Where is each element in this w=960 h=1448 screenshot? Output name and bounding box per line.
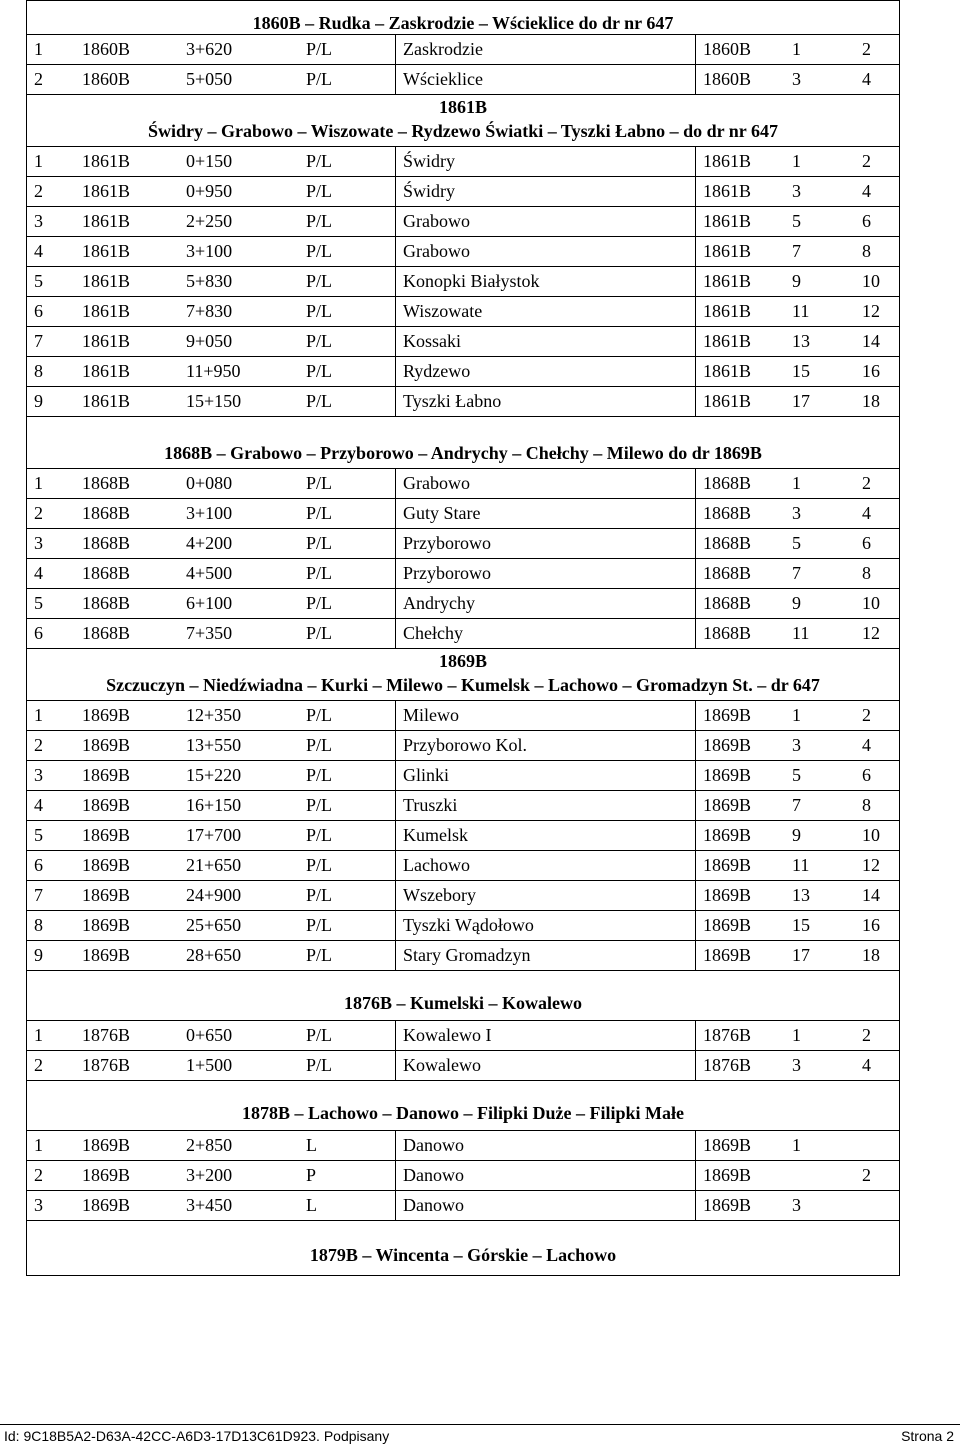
row-number-cell: 2 <box>34 181 43 201</box>
table-row <box>27 296 899 326</box>
location-cell: Danowo <box>395 1161 695 1190</box>
road-code-cell: 1869B <box>695 941 785 970</box>
table-row <box>27 880 899 910</box>
road-code-cell: 1869B <box>695 851 785 880</box>
row-number-cell: 4 <box>34 241 43 261</box>
road-code-cell: 1868B <box>695 619 785 648</box>
sign-a-cell: 11 <box>792 623 810 643</box>
kilometer-cell: 11+950 <box>186 361 241 381</box>
section-title <box>27 1220 899 1276</box>
road-code-cell: 1869B <box>695 701 785 730</box>
side-cell: P/L <box>306 945 333 965</box>
sign-b-cell: 6 <box>862 765 871 785</box>
kilometer-cell: 0+150 <box>186 151 233 171</box>
sign-b-cell: 8 <box>862 563 871 583</box>
side-cell: P/L <box>306 623 333 643</box>
kilometer-cell: 15+220 <box>186 765 242 785</box>
location-cell: Grabowo <box>395 207 695 236</box>
sign-a-cell: 3 <box>792 1195 801 1215</box>
table-row <box>27 528 899 558</box>
kilometer-cell: 4+200 <box>186 533 233 553</box>
row-number-cell: 4 <box>34 795 43 815</box>
road-code-cell: 1868B <box>695 499 785 528</box>
sign-b-cell: 18 <box>862 945 880 965</box>
road-number-cell: 1861B <box>82 331 131 351</box>
row-number-cell: 5 <box>34 271 43 291</box>
table-row <box>27 1160 899 1190</box>
row-number-cell: 7 <box>34 331 43 351</box>
road-code-cell: 1869B <box>695 821 785 850</box>
table-row <box>27 618 899 648</box>
sign-a-cell: 7 <box>792 563 801 583</box>
sign-a-cell: 3 <box>792 503 801 523</box>
sign-b-cell: 2 <box>862 39 871 59</box>
sign-b-cell: 6 <box>862 211 871 231</box>
table-row <box>27 468 899 498</box>
table-row <box>27 940 899 970</box>
sign-b-cell: 10 <box>862 271 880 291</box>
road-code-cell: 1861B <box>695 207 785 236</box>
row-number-cell: 3 <box>34 533 43 553</box>
row-number-cell: 2 <box>34 69 43 89</box>
sign-b-cell: 2 <box>862 473 871 493</box>
side-cell: P/L <box>306 181 333 201</box>
row-number-cell: 3 <box>34 211 43 231</box>
row-number-cell: 1 <box>34 151 43 171</box>
road-number-cell: 1861B <box>82 271 131 291</box>
road-code-cell: 1861B <box>695 177 785 206</box>
road-code-cell: 1861B <box>695 267 785 296</box>
side-cell: P/L <box>306 765 333 785</box>
sign-a-cell: 1 <box>792 39 801 59</box>
section-title-line: 1879B – Wincenta – Górskie – Lachowo <box>309 1245 617 1265</box>
section-title-line: 1869B <box>438 651 487 671</box>
kilometer-cell: 3+100 <box>186 503 233 523</box>
sign-b-cell: 2 <box>862 705 871 725</box>
page-number: Strona 2 <box>901 1428 954 1444</box>
road-number-cell: 1868B <box>82 593 131 613</box>
road-code-cell: 1861B <box>695 327 785 356</box>
kilometer-cell: 0+080 <box>186 473 233 493</box>
kilometer-cell: 15+150 <box>186 391 242 411</box>
road-number-cell: 1869B <box>82 795 131 815</box>
road-number-cell: 1868B <box>82 563 131 583</box>
sign-b-cell: 16 <box>862 915 880 935</box>
location-cell: Guty Stare <box>395 499 695 528</box>
table-row <box>27 1050 899 1080</box>
sign-b-cell: 12 <box>862 855 880 875</box>
location-cell: Przyborowo <box>395 529 695 558</box>
sign-b-cell: 2 <box>862 1165 871 1185</box>
location-cell: Konopki Białystok <box>395 267 695 296</box>
location-cell: Truszki <box>395 791 695 820</box>
kilometer-cell: 3+620 <box>186 39 233 59</box>
road-number-cell: 1869B <box>82 705 131 725</box>
row-number-cell: 1 <box>34 1135 43 1155</box>
location-cell: Kowalewo <box>395 1051 695 1080</box>
location-cell: Przyborowo Kol. <box>395 731 695 760</box>
road-number-cell: 1869B <box>82 1165 131 1185</box>
table-row <box>27 558 899 588</box>
kilometer-cell: 13+550 <box>186 735 242 755</box>
table-row <box>27 326 899 356</box>
road-number-cell: 1868B <box>82 503 131 523</box>
table-row <box>27 820 899 850</box>
kilometer-cell: 17+700 <box>186 825 242 845</box>
sign-b-cell: 12 <box>862 623 880 643</box>
road-number-cell: 1868B <box>82 473 131 493</box>
sign-a-cell: 1 <box>792 705 801 725</box>
location-cell: Wścieklice <box>395 65 695 94</box>
road-number-cell: 1868B <box>82 533 131 553</box>
road-number-cell: 1869B <box>82 735 131 755</box>
sign-a-cell: 7 <box>792 241 801 261</box>
road-number-cell: 1861B <box>82 361 131 381</box>
kilometer-cell: 0+950 <box>186 181 233 201</box>
sign-a-cell: 1 <box>792 1025 801 1045</box>
road-code-cell: 1868B <box>695 469 785 498</box>
side-cell: P/L <box>306 1025 333 1045</box>
road-code-cell: 1860B <box>695 35 785 64</box>
table-row <box>27 266 899 296</box>
table-row <box>27 1130 899 1160</box>
sign-a-cell: 11 <box>792 301 810 321</box>
location-cell: Danowo <box>395 1191 695 1220</box>
sign-b-cell: 10 <box>862 825 880 845</box>
table-row <box>27 146 899 176</box>
sign-a-cell: 5 <box>792 533 801 553</box>
road-code-cell: 1861B <box>695 237 785 266</box>
section-title-line: 1878B – Lachowo – Danowo – Filipki Duże – Filipki Małe <box>241 1103 685 1123</box>
location-cell: Tyszki Wądołowo <box>395 911 695 940</box>
section-title-line: 1861B <box>438 97 487 117</box>
row-number-cell: 3 <box>34 765 43 785</box>
location-cell: Glinki <box>395 761 695 790</box>
side-cell: P/L <box>306 473 333 493</box>
table-row <box>27 1020 899 1050</box>
road-code-cell: 1861B <box>695 147 785 176</box>
row-number-cell: 9 <box>34 391 43 411</box>
sign-a-cell: 1 <box>792 473 801 493</box>
table-row <box>27 34 899 64</box>
sign-b-cell: 4 <box>862 735 871 755</box>
sign-a-cell: 1 <box>792 151 801 171</box>
road-number-cell: 1861B <box>82 181 131 201</box>
kilometer-cell: 0+650 <box>186 1025 233 1045</box>
road-number-cell: 1861B <box>82 241 131 261</box>
location-cell: Andrychy <box>395 589 695 618</box>
section-title-line: 1876B – Kumelski – Kowalewo <box>343 993 582 1013</box>
row-number-cell: 9 <box>34 945 43 965</box>
kilometer-cell: 2+250 <box>186 211 233 231</box>
road-code-cell: 1869B <box>695 881 785 910</box>
sign-b-cell: 16 <box>862 361 880 381</box>
sign-b-cell: 4 <box>862 1055 871 1075</box>
sign-b-cell: 18 <box>862 391 880 411</box>
table-row <box>27 910 899 940</box>
kilometer-cell: 28+650 <box>186 945 242 965</box>
location-cell: Kowalewo I <box>395 1021 695 1050</box>
row-number-cell: 2 <box>34 735 43 755</box>
row-number-cell: 1 <box>34 39 43 59</box>
road-number-cell: 1868B <box>82 623 131 643</box>
section-title <box>27 970 899 1020</box>
row-number-cell: 2 <box>34 1165 43 1185</box>
location-cell: Kumelsk <box>395 821 695 850</box>
kilometer-cell: 5+830 <box>186 271 233 291</box>
road-number-cell: 1869B <box>82 825 131 845</box>
location-cell: Grabowo <box>395 237 695 266</box>
road-number-cell: 1869B <box>82 1195 131 1215</box>
road-code-cell: 1860B <box>695 65 785 94</box>
location-cell: Tyszki Łabno <box>395 387 695 416</box>
road-number-cell: 1869B <box>82 915 131 935</box>
table-row <box>27 760 899 790</box>
kilometer-cell: 7+350 <box>186 623 233 643</box>
sign-b-cell: 14 <box>862 885 880 905</box>
sign-a-cell: 11 <box>792 855 810 875</box>
row-number-cell: 6 <box>34 623 43 643</box>
row-number-cell: 1 <box>34 705 43 725</box>
kilometer-cell: 5+050 <box>186 69 233 89</box>
side-cell: P/L <box>306 855 333 875</box>
road-number-cell: 1876B <box>82 1025 131 1045</box>
location-cell: Stary Gromadzyn <box>395 941 695 970</box>
row-number-cell: 8 <box>34 915 43 935</box>
side-cell: P/L <box>306 503 333 523</box>
table-row <box>27 850 899 880</box>
row-number-cell: 2 <box>34 503 43 523</box>
road-code-cell: 1869B <box>695 1191 785 1220</box>
location-cell: Milewo <box>395 701 695 730</box>
road-number-cell: 1869B <box>82 855 131 875</box>
side-cell: P/L <box>306 241 333 261</box>
row-number-cell: 1 <box>34 473 43 493</box>
section-title <box>27 648 899 700</box>
road-code-cell: 1868B <box>695 529 785 558</box>
side-cell: P/L <box>306 271 333 291</box>
road-code-cell: 1876B <box>695 1051 785 1080</box>
kilometer-cell: 12+350 <box>186 705 242 725</box>
sign-b-cell: 4 <box>862 181 871 201</box>
sign-a-cell: 9 <box>792 593 801 613</box>
row-number-cell: 3 <box>34 1195 43 1215</box>
location-cell: Grabowo <box>395 469 695 498</box>
row-number-cell: 6 <box>34 301 43 321</box>
road-code-cell: 1869B <box>695 791 785 820</box>
side-cell: P/L <box>306 885 333 905</box>
side-cell: P/L <box>306 533 333 553</box>
page-footer <box>0 1424 960 1448</box>
road-number-cell: 1861B <box>82 391 131 411</box>
sign-b-cell: 4 <box>862 69 871 89</box>
document-id: Id: 9C18B5A2-D63A-42CC-A6D3-17D13C61D923. Podpisany <box>4 1428 390 1444</box>
kilometer-cell: 24+900 <box>186 885 242 905</box>
side-cell: P/L <box>306 593 333 613</box>
table-row <box>27 498 899 528</box>
road-code-cell: 1869B <box>695 911 785 940</box>
location-cell: Wiszowate <box>395 297 695 326</box>
row-number-cell: 1 <box>34 1025 43 1045</box>
location-cell: Świdry <box>395 147 695 176</box>
side-cell: P/L <box>306 915 333 935</box>
section-title <box>27 0 899 34</box>
kilometer-cell: 1+500 <box>186 1055 233 1075</box>
side-cell: L <box>306 1135 317 1155</box>
table-row <box>27 236 899 266</box>
road-number-cell: 1876B <box>82 1055 131 1075</box>
road-code-cell: 1861B <box>695 297 785 326</box>
kilometer-cell: 21+650 <box>186 855 242 875</box>
row-number-cell: 5 <box>34 825 43 845</box>
table-row <box>27 206 899 236</box>
road-code-cell: 1868B <box>695 559 785 588</box>
row-number-cell: 4 <box>34 563 43 583</box>
location-cell: Przyborowo <box>395 559 695 588</box>
kilometer-cell: 3+450 <box>186 1195 233 1215</box>
location-cell: Chełchy <box>395 619 695 648</box>
road-code-cell: 1869B <box>695 731 785 760</box>
kilometer-cell: 16+150 <box>186 795 242 815</box>
road-code-cell: 1861B <box>695 357 785 386</box>
sign-a-cell: 5 <box>792 765 801 785</box>
side-cell: P <box>306 1165 317 1185</box>
road-number-cell: 1861B <box>82 151 131 171</box>
sign-a-cell: 3 <box>792 181 801 201</box>
road-code-cell: 1861B <box>695 387 785 416</box>
section-title-line: 1860B – Rudka – Zaskrodzie – Wścieklice do dr nr 647 <box>252 13 674 33</box>
table-row <box>27 588 899 618</box>
road-number-cell: 1861B <box>82 301 131 321</box>
location-cell: Danowo <box>395 1131 695 1160</box>
sign-a-cell: 5 <box>792 211 801 231</box>
sign-a-cell: 17 <box>792 391 810 411</box>
table-row <box>27 790 899 820</box>
table-row <box>27 730 899 760</box>
sign-b-cell <box>855 1191 899 1220</box>
location-cell: Rydzewo <box>395 357 695 386</box>
side-cell: P/L <box>306 39 333 59</box>
sign-b-cell: 4 <box>862 503 871 523</box>
road-code-cell: 1869B <box>695 1131 785 1160</box>
sign-b-cell: 10 <box>862 593 880 613</box>
road-code-cell: 1869B <box>695 1161 785 1190</box>
sign-a-cell: 13 <box>792 885 810 905</box>
location-cell: Kossaki <box>395 327 695 356</box>
side-cell: P/L <box>306 69 333 89</box>
road-number-cell: 1860B <box>82 39 131 59</box>
road-code-cell: 1876B <box>695 1021 785 1050</box>
sign-a-cell: 3 <box>792 735 801 755</box>
road-number-cell: 1869B <box>82 885 131 905</box>
table-row <box>27 700 899 730</box>
sign-a-cell: 15 <box>792 915 810 935</box>
table-row <box>27 1190 899 1220</box>
sign-b-cell: 2 <box>862 151 871 171</box>
side-cell: P/L <box>306 1055 333 1075</box>
sign-a-cell: 7 <box>792 795 801 815</box>
road-number-cell: 1869B <box>82 765 131 785</box>
side-cell: P/L <box>306 825 333 845</box>
road-number-cell: 1861B <box>82 211 131 231</box>
side-cell: P/L <box>306 211 333 231</box>
sign-a-cell: 15 <box>792 361 810 381</box>
sign-b-cell: 8 <box>862 795 871 815</box>
document-table <box>26 0 900 1276</box>
road-code-cell: 1869B <box>695 761 785 790</box>
side-cell: P/L <box>306 391 333 411</box>
side-cell: P/L <box>306 795 333 815</box>
sign-b-cell: 12 <box>862 301 880 321</box>
sign-a-cell: 9 <box>792 825 801 845</box>
location-cell: Zaskrodzie <box>395 35 695 64</box>
row-number-cell: 6 <box>34 855 43 875</box>
side-cell: P/L <box>306 301 333 321</box>
kilometer-cell: 6+100 <box>186 593 233 613</box>
sign-a-cell: 3 <box>792 1055 801 1075</box>
side-cell: P/L <box>306 705 333 725</box>
section-title <box>27 416 899 468</box>
side-cell: P/L <box>306 151 333 171</box>
sign-b-cell: 6 <box>862 533 871 553</box>
section-title <box>27 1080 899 1130</box>
section-title <box>27 94 899 146</box>
sign-b-cell: 2 <box>862 1025 871 1045</box>
kilometer-cell: 4+500 <box>186 563 233 583</box>
sign-a-cell: 17 <box>792 945 810 965</box>
sign-b-cell: 14 <box>862 331 880 351</box>
section-title-line: Szczuczyn – Niedźwiadna – Kurki – Milewo – Kumelsk – Lachowo – Gromadzyn St. – dr 647 <box>106 675 820 695</box>
side-cell: P/L <box>306 563 333 583</box>
table-row <box>27 356 899 386</box>
section-title-line: Świdry – Grabowo – Wiszowate – Rydzewo Światki – Tyszki Łabno – do dr nr 647 <box>148 121 778 141</box>
row-number-cell: 7 <box>34 885 43 905</box>
kilometer-cell: 9+050 <box>186 331 233 351</box>
kilometer-cell: 25+650 <box>186 915 242 935</box>
kilometer-cell: 3+200 <box>186 1165 233 1185</box>
side-cell: L <box>306 1195 317 1215</box>
sign-b-cell: 8 <box>862 241 871 261</box>
sign-a-cell: 13 <box>792 331 810 351</box>
location-cell: Świdry <box>395 177 695 206</box>
table-row <box>27 386 899 416</box>
kilometer-cell: 7+830 <box>186 301 233 321</box>
side-cell: P/L <box>306 361 333 381</box>
table-row <box>27 64 899 94</box>
side-cell: P/L <box>306 735 333 755</box>
road-number-cell: 1869B <box>82 945 131 965</box>
kilometer-cell: 2+850 <box>186 1135 233 1155</box>
sign-a-cell: 1 <box>792 1135 801 1155</box>
sign-a-cell: 3 <box>792 69 801 89</box>
road-number-cell: 1869B <box>82 1135 131 1155</box>
sign-a-cell: 9 <box>792 271 801 291</box>
row-number-cell: 8 <box>34 361 43 381</box>
sign-a-cell <box>785 1161 855 1190</box>
kilometer-cell: 3+100 <box>186 241 233 261</box>
location-cell: Wszebory <box>395 881 695 910</box>
table-row <box>27 176 899 206</box>
row-number-cell: 5 <box>34 593 43 613</box>
location-cell: Lachowo <box>395 851 695 880</box>
road-code-cell: 1868B <box>695 589 785 618</box>
side-cell: P/L <box>306 331 333 351</box>
section-title-line: 1868B – Grabowo – Przyborowo – Andrychy – Chełchy – Milewo do dr 1869B <box>164 443 762 463</box>
row-number-cell: 2 <box>34 1055 43 1075</box>
sign-b-cell <box>855 1131 899 1160</box>
road-number-cell: 1860B <box>82 69 131 89</box>
